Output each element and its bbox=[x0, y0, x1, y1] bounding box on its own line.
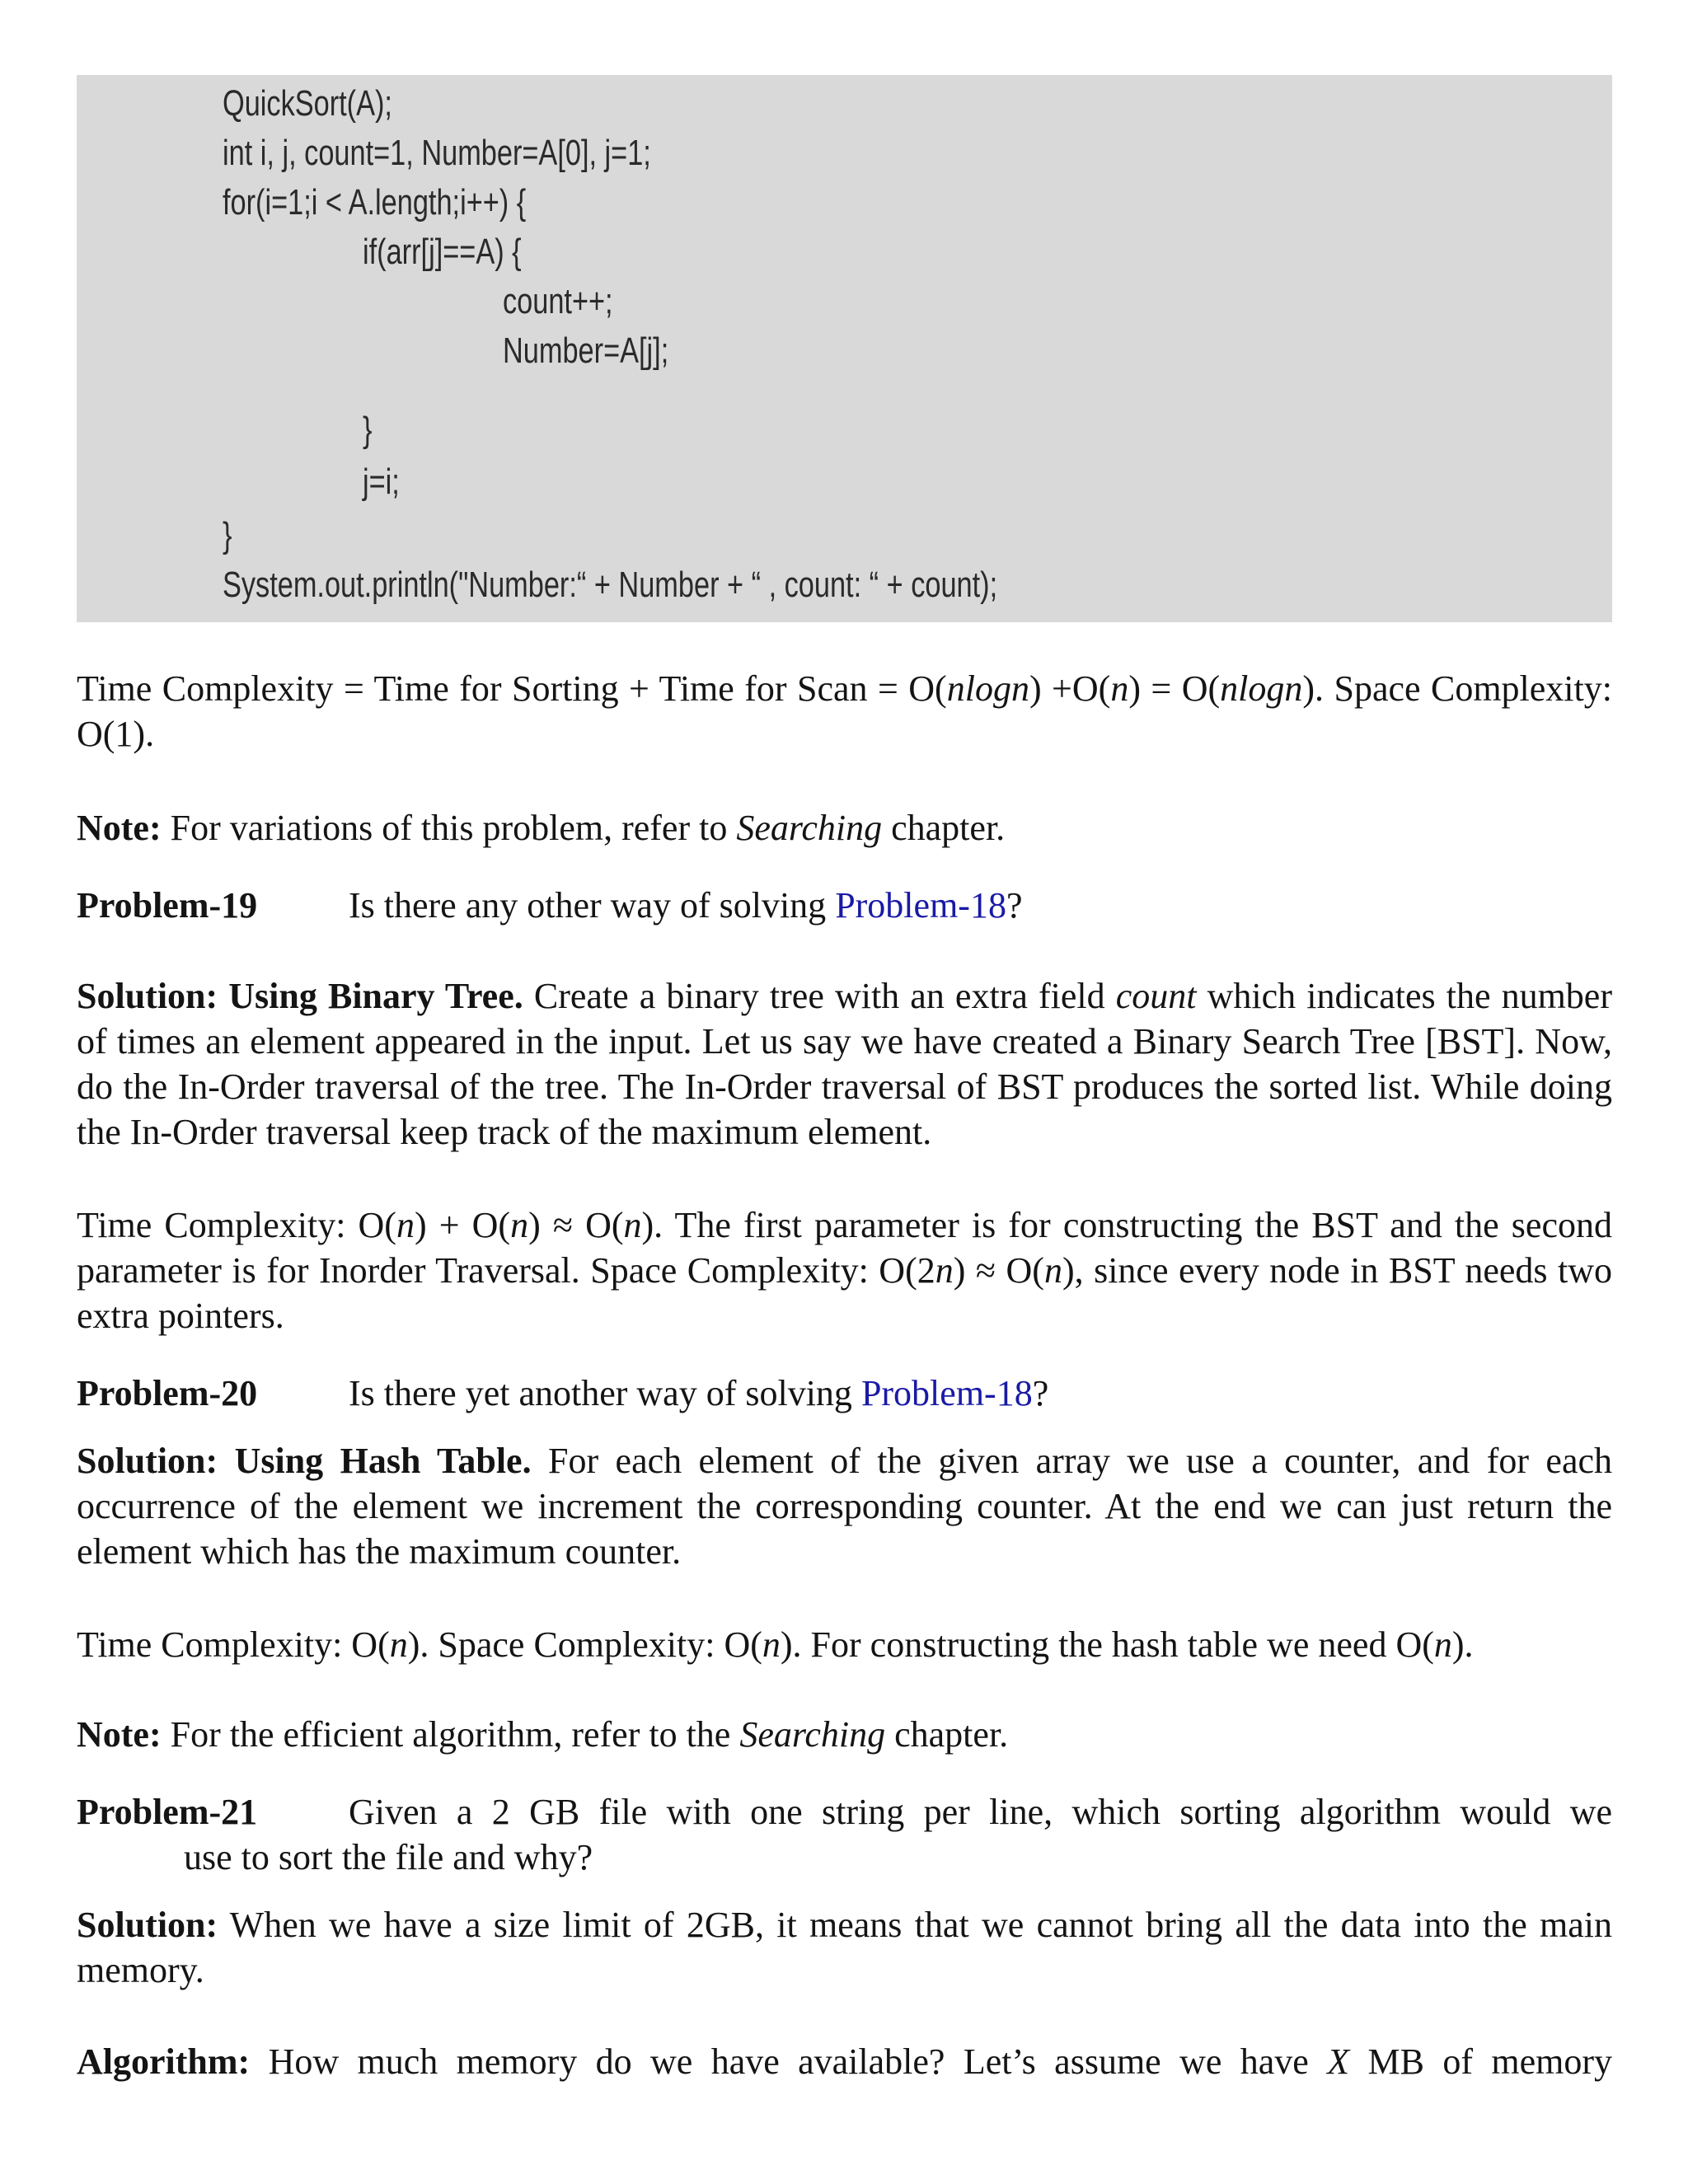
algorithm-paragraph: Algorithm: How much memory do we have available? Let’s assume we have X MB of memory bbox=[77, 2041, 1612, 2082]
code-line: count++; bbox=[503, 281, 613, 321]
problem-21-question: Given a 2 GB file with one string per line, which sorting algorithm would we bbox=[349, 1792, 1612, 1832]
code-line: QuickSort(A); bbox=[223, 83, 392, 124]
time-complexity-paragraph: Time Complexity = Time for Sorting + Time for Scan = O(nlogn) +O(n) = O(nlogn). Space Complexity: O(1). bbox=[77, 668, 1612, 754]
problem-21-label: Problem-21 bbox=[77, 1792, 258, 1832]
problem-19-question: Is there any other way of solving Problem-18? bbox=[349, 885, 1023, 926]
problem-19-label: Problem-19 bbox=[77, 885, 258, 926]
solution-20-paragraph: Solution: Using Hash Table. For each element of the given array we use a counter, and for each occurrence of the element we increment the corresponding counter. At the end we can just return the element which has the maximum counter. bbox=[77, 1441, 1612, 1572]
code-line: int i, j, count=1, Number=A[0], j=1; bbox=[223, 133, 651, 173]
solution-21-paragraph: Solution: When we have a size limit of 2GB, it means that we cannot bring all the data into the main memory. bbox=[77, 1905, 1612, 1990]
code-line: for(i=1;i < A.length;i++) { bbox=[223, 182, 527, 223]
code-line: } bbox=[363, 410, 373, 450]
complexity-20-paragraph: Time Complexity: O(n). Space Complexity: O(n). For constructing the hash table we need O(n). bbox=[77, 1624, 1474, 1665]
code-line: System.out.println("Number:“ + Number + “ , count: “ + count); bbox=[223, 565, 998, 605]
complexity-19-paragraph: Time Complexity: O(n) + O(n) ≈ O(n). The first parameter is for constructing the BST and the second parameter is for Inorder Traversal. Space Complexity: O(2n) ≈ O(n), since every node in BST needs two extra pointers. bbox=[77, 1205, 1612, 1336]
code-line: if(arr[j]==A) { bbox=[363, 232, 522, 272]
code-line: Number=A[j]; bbox=[503, 330, 669, 371]
note-paragraph: Note: For variations of this problem, refer to Searching chapter. bbox=[77, 808, 1006, 848]
solution-19-paragraph: Solution: Using Binary Tree. Create a binary tree with an extra field count which indicates the number of times an element appeared in the input. Let us say we have created a Binary Search Tree [BST]. Now, do the In-Order traversal of the tree. The In-Order traversal of BST produces the sorted list. While doing the In-Order traversal keep track of the maximum element. bbox=[77, 976, 1612, 1152]
problem-18-link[interactable]: Problem-18 bbox=[835, 885, 1006, 926]
code-block bbox=[77, 75, 1612, 622]
problem-20-question: Is there yet another way of solving Problem-18? bbox=[349, 1373, 1049, 1413]
code-line: j=i; bbox=[363, 462, 400, 502]
code-line: } bbox=[223, 515, 232, 555]
note-paragraph: Note: For the efficient algorithm, refer to the Searching chapter. bbox=[77, 1714, 1009, 1755]
problem-18-link[interactable]: Problem-18 bbox=[860, 1373, 1033, 1413]
problem-20-label: Problem-20 bbox=[77, 1373, 258, 1413]
problem-21-question-continued: use to sort the file and why? bbox=[184, 1837, 593, 1877]
